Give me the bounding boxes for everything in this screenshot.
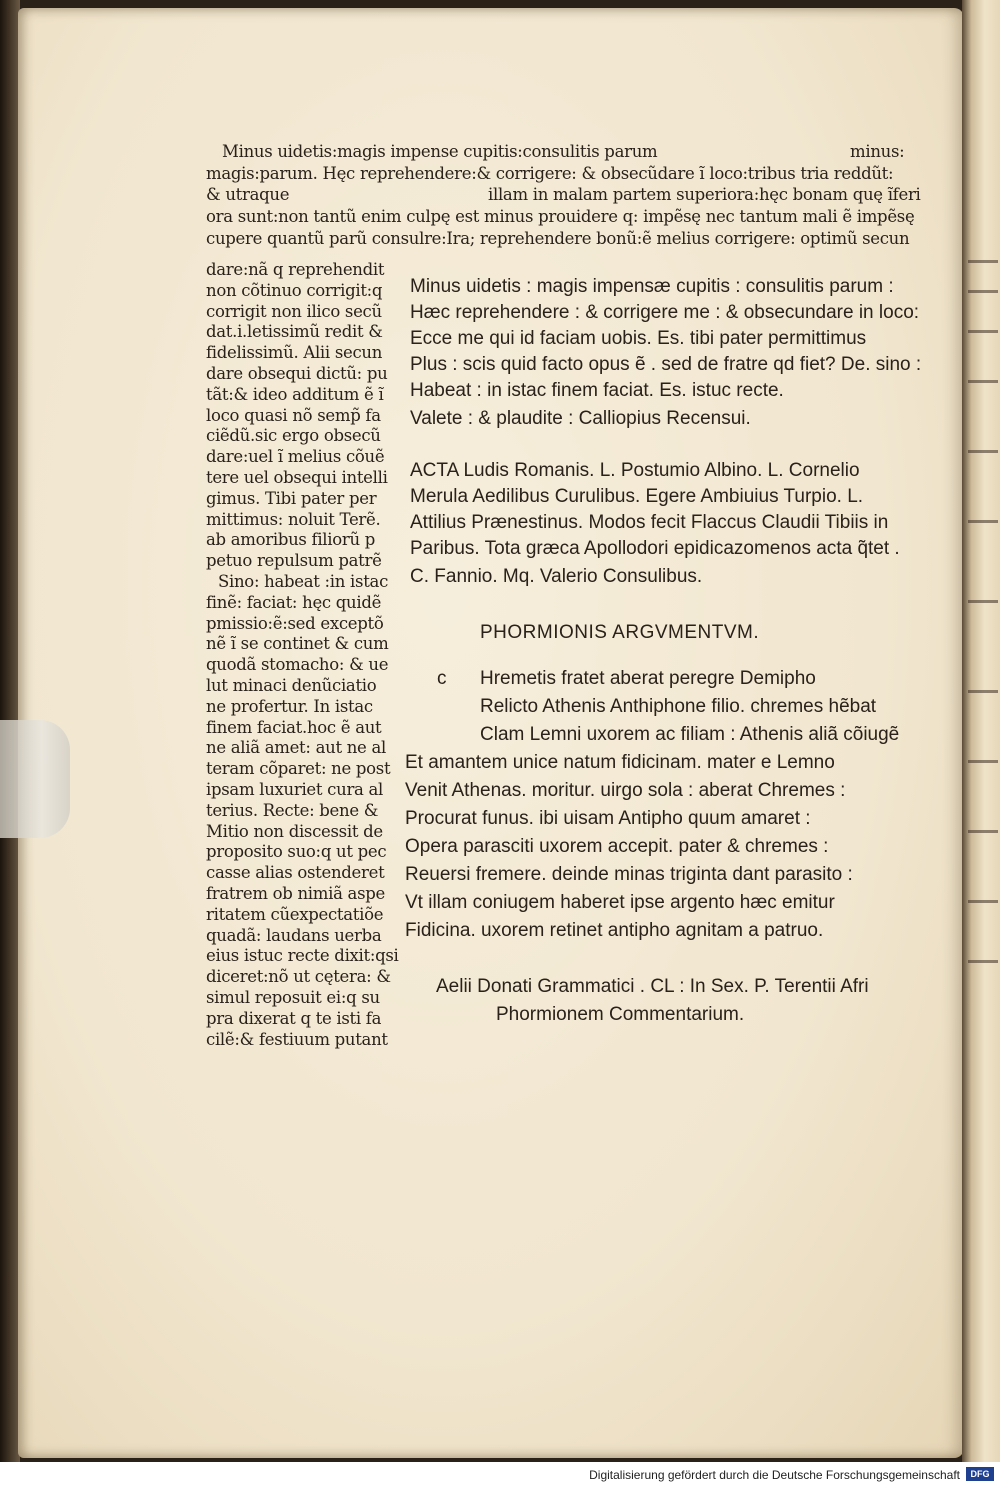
acta-line: C. Fannio. Mq. Valerio Consulibus. [410,566,703,587]
commentary-column-line: Mitio non discessit de [206,821,383,841]
argument-line: Venit Athenas. moritur. uirgo sola : aberat Chremes : [405,780,846,801]
argument-line: Et amantem unice natum fidicinam. mater e Lemno [405,752,835,773]
argument-line: Reuersi fremere. deinde minas triginta dant parasito : [405,864,853,885]
commentary-column-line: proposito suo:q ut pec [206,842,387,862]
commentary-top-line: cupere quantũ parũ consulre:Ira; reprehendere bonũ:ẽ melius corrigere: optimũ secun [206,229,910,248]
argument-line: Relicto Athenis Anthiphone filio. chremes hẽbat [480,696,877,717]
commentary-column-line: dare:uel ĩ melius cõuẽ [206,447,385,467]
commentary-column-line: ab amoribus filiorũ p [206,530,376,550]
commentary-column-line: pmissio:ẽ:sed exceptõ [206,613,384,633]
commentary-column-line: fidelissimũ. Alii secun [206,343,383,363]
main-text-line: Ecce me qui id faciam uobis. Es. tibi pater permittimus [410,328,867,349]
commentary-column-line: petuo repulsum patrẽ [206,551,382,571]
commentary-column-line: nẽ ĩ se continet & cum [206,634,389,654]
commentary-column-line: ciẽdũ.sic ergo obsecũ [206,426,381,446]
commentary-title-line: Phormionem Commentarium. [496,1004,745,1025]
commentary-column-line: teram cõparet: ne post [206,759,391,779]
commentary-column-line: mittimus: noluit Terẽ. [206,509,381,529]
main-text-line: Plus : scis quid facto opus ẽ . sed de fratre qd fiet? De. sino : [410,354,922,375]
acta-line: Attilius Prænestinus. Modos fecit Flaccus Claudii Tibiis in [410,512,889,533]
commentary-top-line: illam in malam partem superiora:hęc bonam quę ĩferi [488,185,921,204]
commentary-top-line: ora sunt:non tantũ enim culpę est minus prouidere q: impẽsę nec tantum mali ẽ impẽsę [206,207,915,226]
main-text-line: Habeat : in istac finem faciat. Es. istuc recte. [410,380,784,401]
commentary-column-line: simul reposuit ei:q su [206,988,380,1007]
argument-line: Clam Lemni uxorem ac filiam : Athenis aliã cõiugẽ [480,724,900,745]
commentary-title-line: Aelii Donati Grammatici . CL : In Sex. P. Terentii Afri [436,976,869,997]
acta-line: Paribus. Tota græca Apollodori epidicazomenos acta q̃tet . [410,538,900,559]
commentary-column-line: casse alias ostenderet [206,863,385,883]
commentary-column-line: ipsam luxuriet cura al [206,780,384,799]
commentary-top-margin: minus: [850,142,905,161]
commentary-top-line: & utraque [206,185,290,204]
argument-heading: PHORMIONIS ARGVMENTVM. [480,622,760,643]
argument-line: Opera parasciti uxorem accepit. pater & chremes : [405,836,829,857]
paper-clip [0,720,70,838]
footer-bar [0,1462,1000,1488]
commentary-column-line: corrigit non ilico secũ [206,301,382,321]
argument-line: Procurat funus. ibi uisam Antipho quum amaret : [405,808,811,829]
commentary-column-line: quadã: laudans uerba [206,925,382,945]
commentary-column-line: pra dixerat q te isti fa [206,1008,382,1028]
main-text-line: Valete : & plaudite : Calliopius Recensui. [410,408,751,429]
dfg-logo: DFG [966,1467,994,1481]
commentary-column-line: dat.i.letissimũ redit & [206,322,383,342]
commentary-column-line: finẽ: faciat: hęc quidẽ [206,592,382,612]
acta-line: ACTA Ludis Romanis. L. Postumio Albino. L. Cornelio [410,460,860,481]
commentary-top-line: magis:parum. Hęc reprehendere:& corrigere: & obsecũdare ĩ loco:tribus tria reddũt: [206,164,894,183]
commentary-column-line: Sino: habeat :in istac [218,572,389,591]
commentary-column-line: ne profertur. In istac [206,696,373,716]
commentary-column-line: finem faciat.hoc ẽ aut [206,717,382,737]
commentary-column-line: non cõtinuo corrigit:q [206,280,383,300]
argument-line: Hremetis fratet aberat peregre Demipho [480,668,816,689]
commentary-column-line: tere uel obsequi intelli [206,468,388,487]
commentary-column-line: fratrem ob nimiã aspe [206,884,385,903]
commentary-column-line: dare:nã q reprehendit [206,260,385,279]
acta-line: Merula Aedilibus Curulibus. Egere Ambiuius Turpio. L. [410,486,864,507]
commentary-column-line: diceret:nõ ut cętera: & [206,967,391,987]
commentary-column-line: cilẽ:& festiuum putant [206,1029,388,1049]
commentary-column-line: terius. Recte: bene & [206,800,379,820]
facing-page-edge [962,0,1000,1462]
commentary-top-line: Minus uidetis:magis impense cupitis:consulitis parum [222,142,658,161]
commentary-column-line: ne aliã amet: aut ne al [206,738,386,758]
commentary-column-line: eius istuc recte dixit:qsi [206,946,399,966]
commentary-column-line: loco quasi nõ semp̃ fa [206,405,381,425]
commentary-column-line: dare obsequi dictũ: pu [206,364,388,383]
commentary-column-line: ritatem cũexpectatiõe [206,904,384,924]
commentary-column-line: gimus. Tibi pater per [206,488,377,508]
footer-credit: Digitalisierung gefördert durch die Deutsche Forschungsgemeinschaft [589,1468,960,1482]
main-text-line: Hæc reprehendere : & corrigere me : & obsecundare in loco: [410,302,920,323]
commentary-column-line: lut minaci denũciatio [206,676,377,695]
argument-line: Vt illam coniugem haberet ipse argento hæc emitur [405,892,835,913]
commentary-column-line: tãt:& ideo additum ẽ ĩ [206,384,384,404]
commentary-column-line: quodã stomacho: & ue [206,655,389,675]
main-text-line: Minus uidetis : magis impensæ cupitis : consulitis parum : [410,276,894,297]
argument-line: Fidicina. uxorem retinet antipho agnitam a patruo. [405,920,824,941]
argument-initial: c [437,668,447,689]
